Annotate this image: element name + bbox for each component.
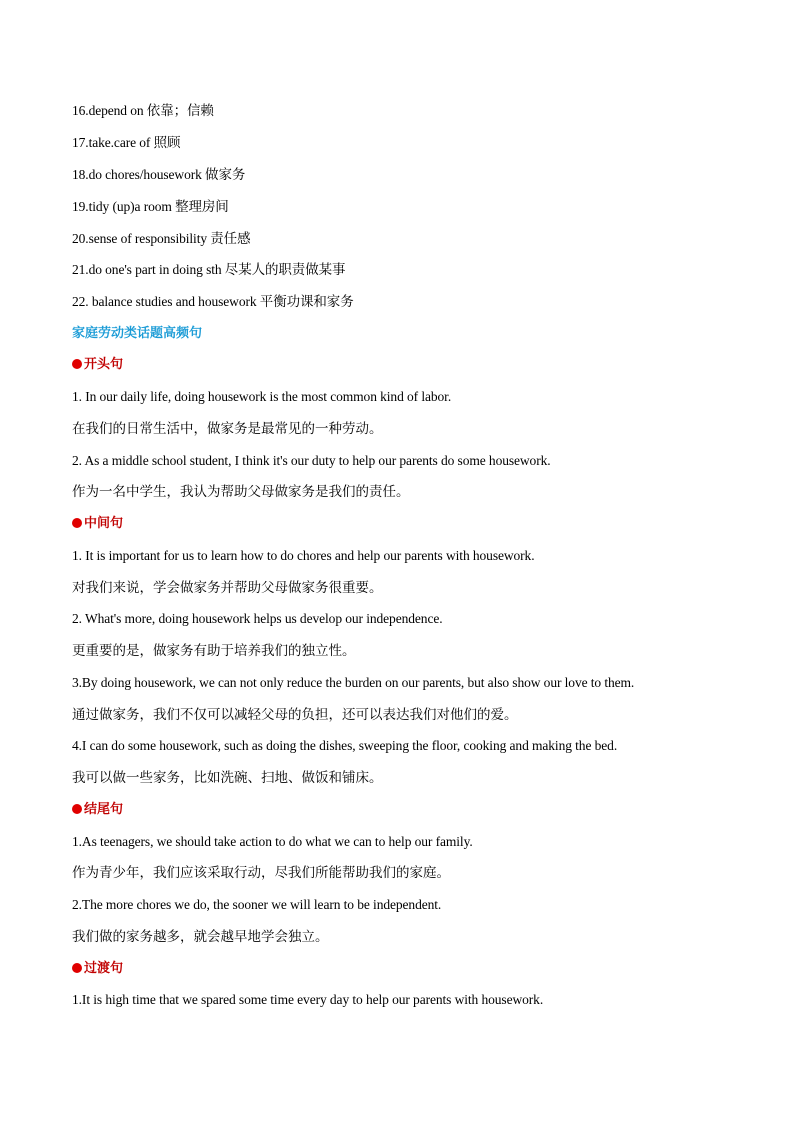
transition-subheading [72,960,123,978]
opening-title: 开头句 [84,357,124,372]
middle-sentence-cn: 通过做家务，我们不仅可以减轻父母的负担，还可以表达我们对他们的爱。 [72,707,518,723]
middle-sentence-en: 2. What's more, doing housework helps us develop our independence. [72,611,443,626]
vocab-item-16: 16.depend on 依靠；信赖 [72,103,214,118]
vocab-item-18: 18.do chores/housework 做家务 [72,167,246,182]
ending-title: 结尾句 [84,802,124,817]
transition-title: 过渡句 [84,961,124,976]
ending-sentence-en: 2.The more chores we do, the sooner we will learn to be independent. [72,897,442,912]
middle-title: 中间句 [84,516,124,531]
vocab-item-19: 19.tidy (up)a room 整理房间 [72,199,229,214]
opening-sentence-cn: 作为一名中学生，我认为帮助父母做家务是我们的责任。 [72,484,410,500]
opening-sentence-cn: 在我们的日常生活中，做家务是最常见的一种劳动。 [72,421,383,437]
ending-sentence-en: 1.As teenagers, we should take action to do what we can to help our family. [72,834,473,849]
bullet-dot-icon [72,804,82,814]
ending-sentence-cn: 作为青少年，我们应该采取行动，尽我们所能帮助我们的家庭。 [72,865,450,881]
middle-subheading [72,515,123,533]
bullet-dot-icon [72,963,82,973]
middle-sentence-cn: 我可以做一些家务，比如洗碗、扫地、做饭和铺床。 [72,770,383,786]
transition-sentence-en: 1.It is high time that we spared some time every day to help our parents with housework. [72,992,544,1007]
middle-sentence-en: 4.I can do some housework, such as doing the dishes, sweeping the floor, cooking and making the bed. [72,738,618,753]
ending-subheading [72,801,123,819]
opening-subheading [72,356,123,374]
bullet-dot-icon [72,518,82,528]
ending-sentence-cn: 我们做的家务越多，就会越早地学会独立。 [72,929,329,945]
middle-sentence-en: 1. It is important for us to learn how to do chores and help our parents with housework. [72,548,535,563]
section-heading: 家庭劳动类话题高频句 [72,326,203,341]
vocab-item-17: 17.take.care of 照顾 [72,135,181,150]
bullet-dot-icon [72,359,82,369]
middle-sentence-cn: 对我们来说，学会做家务并帮助父母做家务很重要。 [72,580,383,596]
vocab-item-20: 20.sense of responsibility 责任感 [72,231,251,246]
middle-sentence-en: 3.By doing housework, we can not only reduce the burden on our parents, but also show our love to them. [72,675,635,690]
vocab-item-21: 21.do one's part in doing sth 尽某人的职责做某事 [72,262,346,277]
vocab-item-22: 22. balance studies and housework 平衡功课和家务 [72,294,354,309]
middle-sentence-cn: 更重要的是，做家务有助于培养我们的独立性。 [72,643,356,659]
opening-sentence-en: 1. In our daily life, doing housework is the most common kind of labor. [72,389,452,404]
opening-sentence-en: 2. As a middle school student, I think it's our duty to help our parents do some housework. [72,453,551,468]
